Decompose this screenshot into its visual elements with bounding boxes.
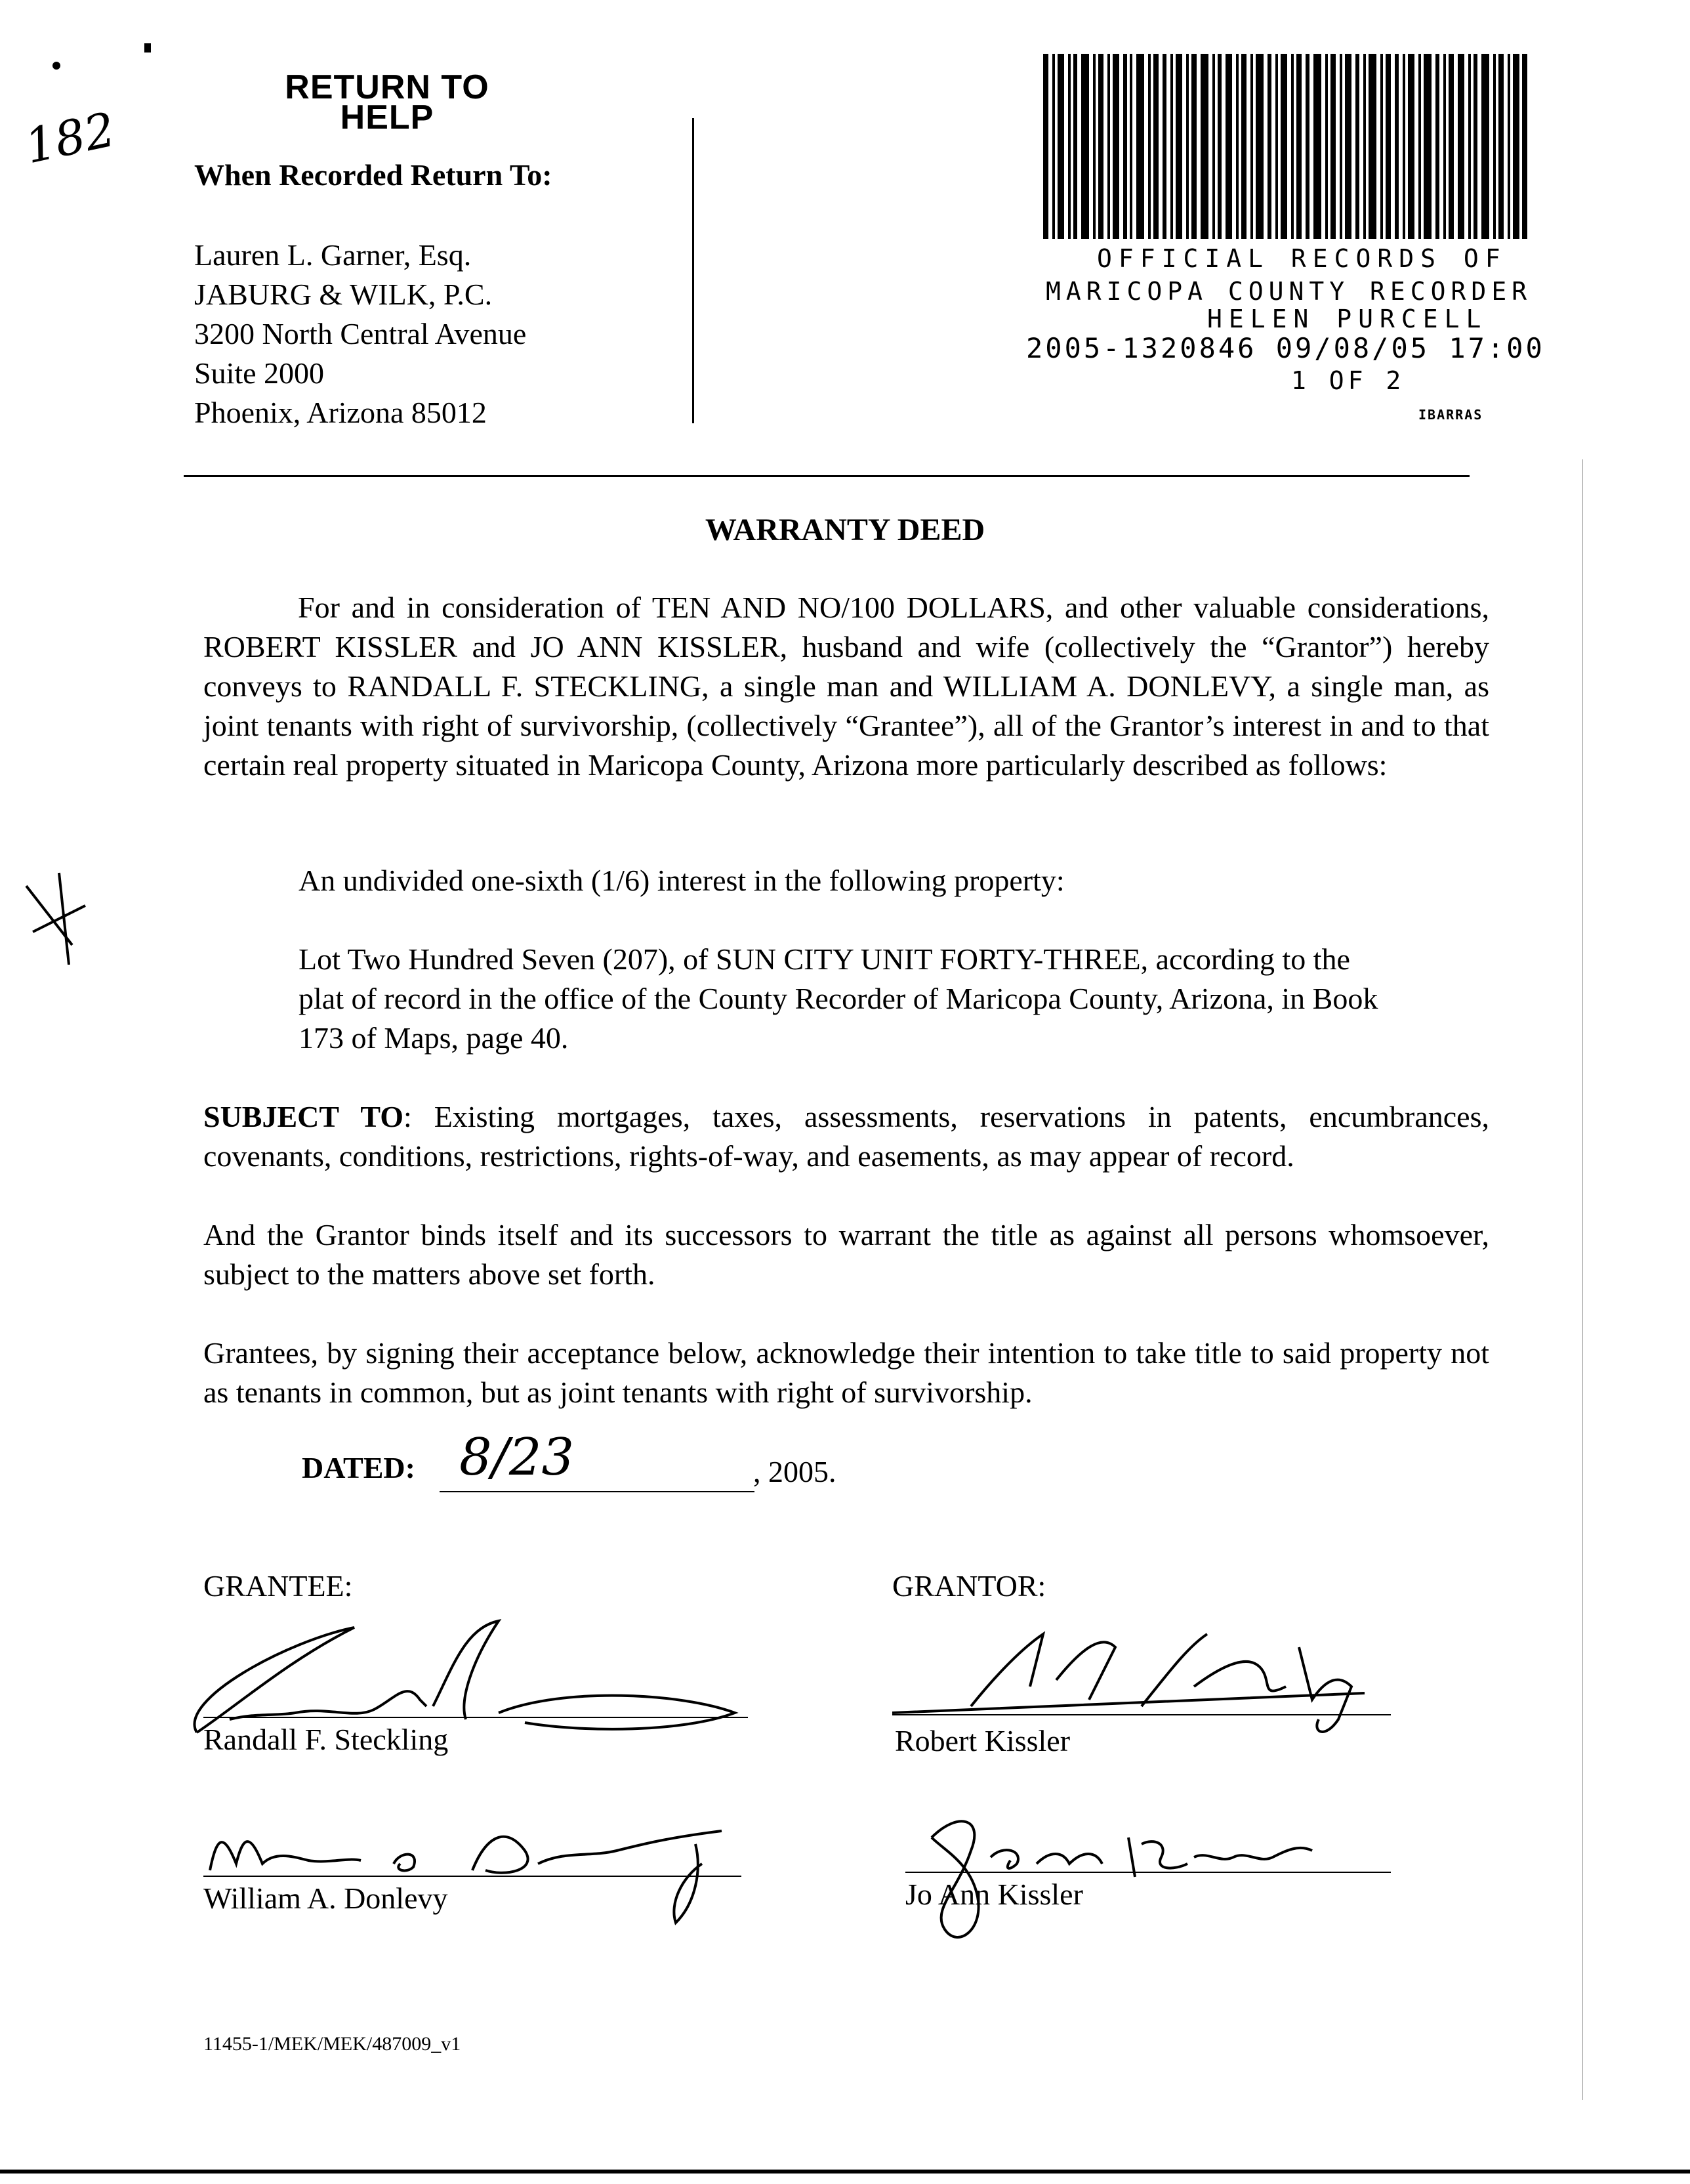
signature-robert-kissler [892,1608,1404,1739]
dated-label: DATED: [302,1451,415,1484]
recorder-clerk: IBARRAS [1418,407,1483,423]
return-stamp-line2: HELP [340,98,434,136]
grantee-2-name: William A. Donlevy [203,1881,448,1915]
recording-date: 09/08/05 [1275,332,1430,364]
scan-edge-line [1582,459,1583,2100]
scan-dot [52,62,60,70]
return-stamp-line1: RETURN TO [285,68,489,106]
legal-description: Lot Two Hundred Seven (207), of SUN CITY UNIT FORTY-THREE, according to the plat of record in the office of the County Recorder of Maricopa County, Arizona, in Book 173 of Maps, page 40. [299,942,1378,1055]
subject-to-paragraph [203,1097,1489,1176]
margin-handwritten-number: 182 [20,101,120,175]
subject-to-text: : Existing mortgages, taxes, assessments, reservations in patents, encumbrances, covenants, conditions, restrictions, rights-of-way, and easements, as may appear of record. [203,1100,1489,1173]
acceptance-paragraph: Grantees, by signing their acceptance below, acknowledge their intention to take title to said property not as tenants in common, but as joint tenants with right of survivorship. [203,1336,1489,1409]
dated-year: , 2005. [753,1455,836,1488]
grantor-1-signature-line [892,1714,1391,1715]
interest-line: An undivided one-sixth (1/6) interest in the following property: [299,864,1065,897]
recorder-stamp-line1: OFFICIAL RECORDS OF [1097,244,1507,273]
return-to-stamp [262,68,512,136]
document-reference: 11455-1/MEK/MEK/487009_v1 [203,2033,461,2055]
grantee-2-signature-line [203,1876,741,1877]
warranty-paragraph: And the Grantor binds itself and its successors to warrant the title as against all persons whomsoever, subject to the matters above set forth. [203,1218,1489,1291]
recording-time: 17:00 [1449,332,1545,364]
dated-handwritten: 8/23 [459,1428,575,1487]
return-address-heading: When Recorded Return To: [194,158,552,192]
scan-bottom-line [0,2170,1690,2174]
recorder-stamp-line2: MARICOPA COUNTY RECORDER [1046,277,1533,306]
grantor-2-signature-line [905,1872,1391,1873]
grantee-1-signature-line [203,1717,748,1718]
dated-underline [440,1491,754,1492]
return-address-suite: Suite 2000 [194,356,325,390]
document-title: WARRANTY DEED [705,513,985,547]
return-address-city: Phoenix, Arizona 85012 [194,396,487,429]
return-address-name: Lauren L. Garner, Esq. [194,238,472,272]
grantee-1-name: Randall F. Steckling [203,1723,449,1756]
consideration-text: For and in consideration of TEN AND NO/100 DOLLARS, and other valuable considerations, ROBERT KISSLER and JO ANN KISSLER, husband and wife (collectively the “Grantor”) hereby conveys to RANDALL F. STECKLING, a single man and WILLIAM A. DONLEVY, a single man, as joint tenants with right of survivorship, (collectively “Grantee”), all of the Grantor’s interest in and to that certain real property situated in Maricopa County, Arizona more particularly described as follows: [203,591,1489,782]
recording-page-count: 1 OF 2 [1291,366,1405,395]
barcode-graphic [1043,54,1527,239]
subject-to-label: SUBJECT TO [203,1100,403,1133]
grantee-label: GRANTEE: [203,1569,353,1603]
margin-checkmark [20,866,92,965]
consideration-paragraph [203,588,1489,785]
return-address-firm: JABURG & WILK, P.C. [194,278,493,311]
recording-number: 2005-1320846 [1026,332,1257,364]
address-divider [692,118,694,423]
grantor-1-name: Robert Kissler [895,1724,1071,1757]
grantor-2-name: Jo Ann Kissler [905,1878,1083,1911]
scan-dot [144,43,151,52]
recorder-stamp-line3: HELEN PURCELL [1207,304,1488,333]
grantor-label: GRANTOR: [892,1569,1046,1603]
return-address-street: 3200 North Central Avenue [194,317,527,350]
recorder-stamp-record-row [1026,332,1545,364]
header-rule [184,475,1470,477]
